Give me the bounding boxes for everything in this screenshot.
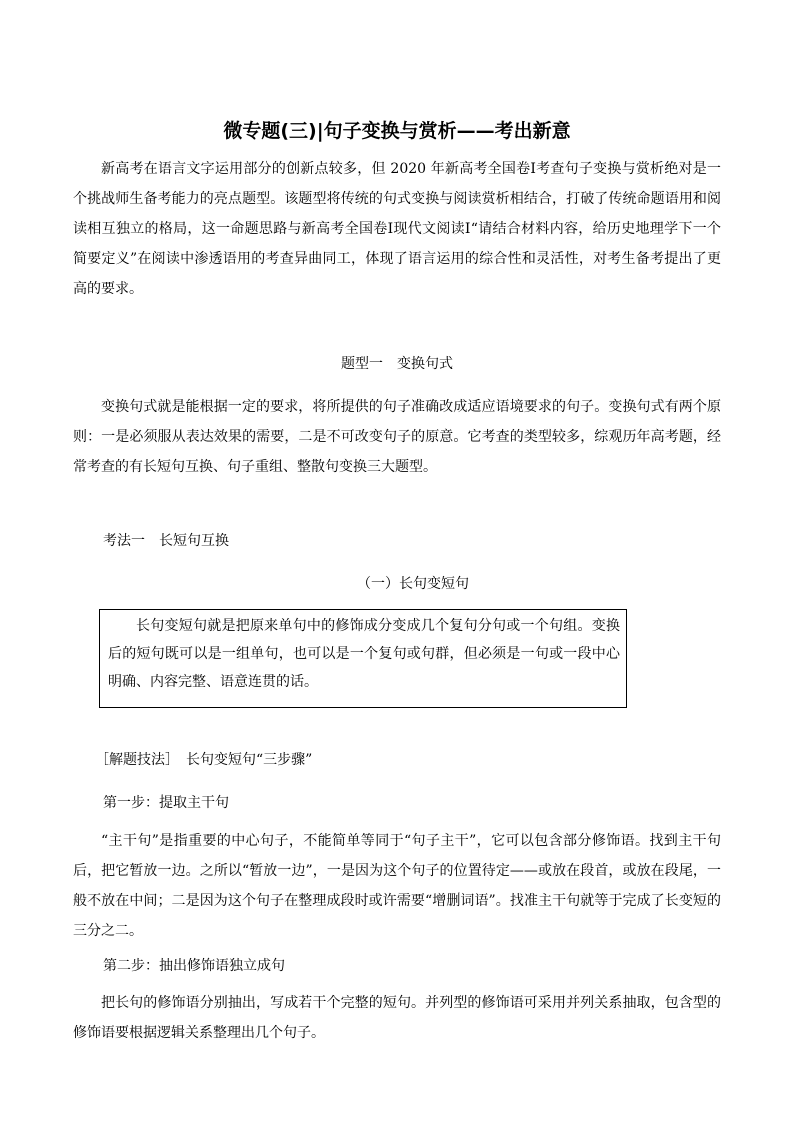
technique-label: ［解题技法］ 长句变短句“三步骤” — [95, 752, 313, 768]
step1-body: “主干句”是指重要的中心句子，不能简单等同于“句子主干”，它可以包含部分修饰语。找到主干句后，把它暂放一边。之所以“暂放一边”，一是因为这个句子的位置待定——或放在段首，或放在段尾，一般不放在中间；二是因为这个句子在整理成段时或许需要“增删词语”。找准主干句就等于完成了长变短的三分之二。 — [73, 833, 721, 939]
section-heading: 题型一 变换句式 — [341, 356, 453, 372]
step1-title: 第一步：提取主干句 — [103, 795, 229, 811]
sub-heading: （一）长句变短句 — [357, 576, 469, 592]
definition-box — [99, 609, 627, 708]
step2-title: 第二步：抽出修饰语独立成句 — [103, 958, 285, 974]
step2-body: 把长句的修饰语分别抽出，写成若干个完整的短句。并列型的修饰语可采用并列关系抽取，包含型的修饰语要根据逻辑关系整理出几个句子。 — [73, 995, 721, 1041]
method-label: 考法一 长短句互换 — [103, 533, 229, 549]
page-title: 微专题(三)|句子变换与赏析——考出新意 — [223, 120, 571, 142]
intro-paragraph: 新高考在语言文字运用部分的创新点较多，但 2020 年新高考全国卷Ⅰ考查句子变换与赏析绝对是一个挑战师生备考能力的亮点题型。该题型将传统的句式变换与阅读赏析相结合，打破了传统命题语用和阅读相互独立的格局，这一命题思路与新高考全国卷Ⅰ现代文阅读Ⅰ“请结合材料内容，给历史地理学下一个简要定义”在阅读中渗透语用的考查异曲同工，体现了语言运用的综合性和灵活性，对考生备考提出了更高的要求。 — [73, 161, 721, 297]
section-body: 变换句式就是能根据一定的要求，将所提供的句子准确改成适应语境要求的句子。变换句式有两个原则：一是必须服从表达效果的需要，二是不可改变句子的原意。它考查的类型较多，综观历年高考题，经常考查的有长短句互换、句子重组、整散句变换三大题型。 — [73, 399, 721, 475]
definition-text: 长句变短句就是把原来单句中的修饰成分变成几个复句分句或一个句组。变换后的短句既可以是一组单句，也可以是一个复句或句群，但必须是一句或一段中心明确、内容完整、语意连贯的话。 — [108, 618, 620, 690]
